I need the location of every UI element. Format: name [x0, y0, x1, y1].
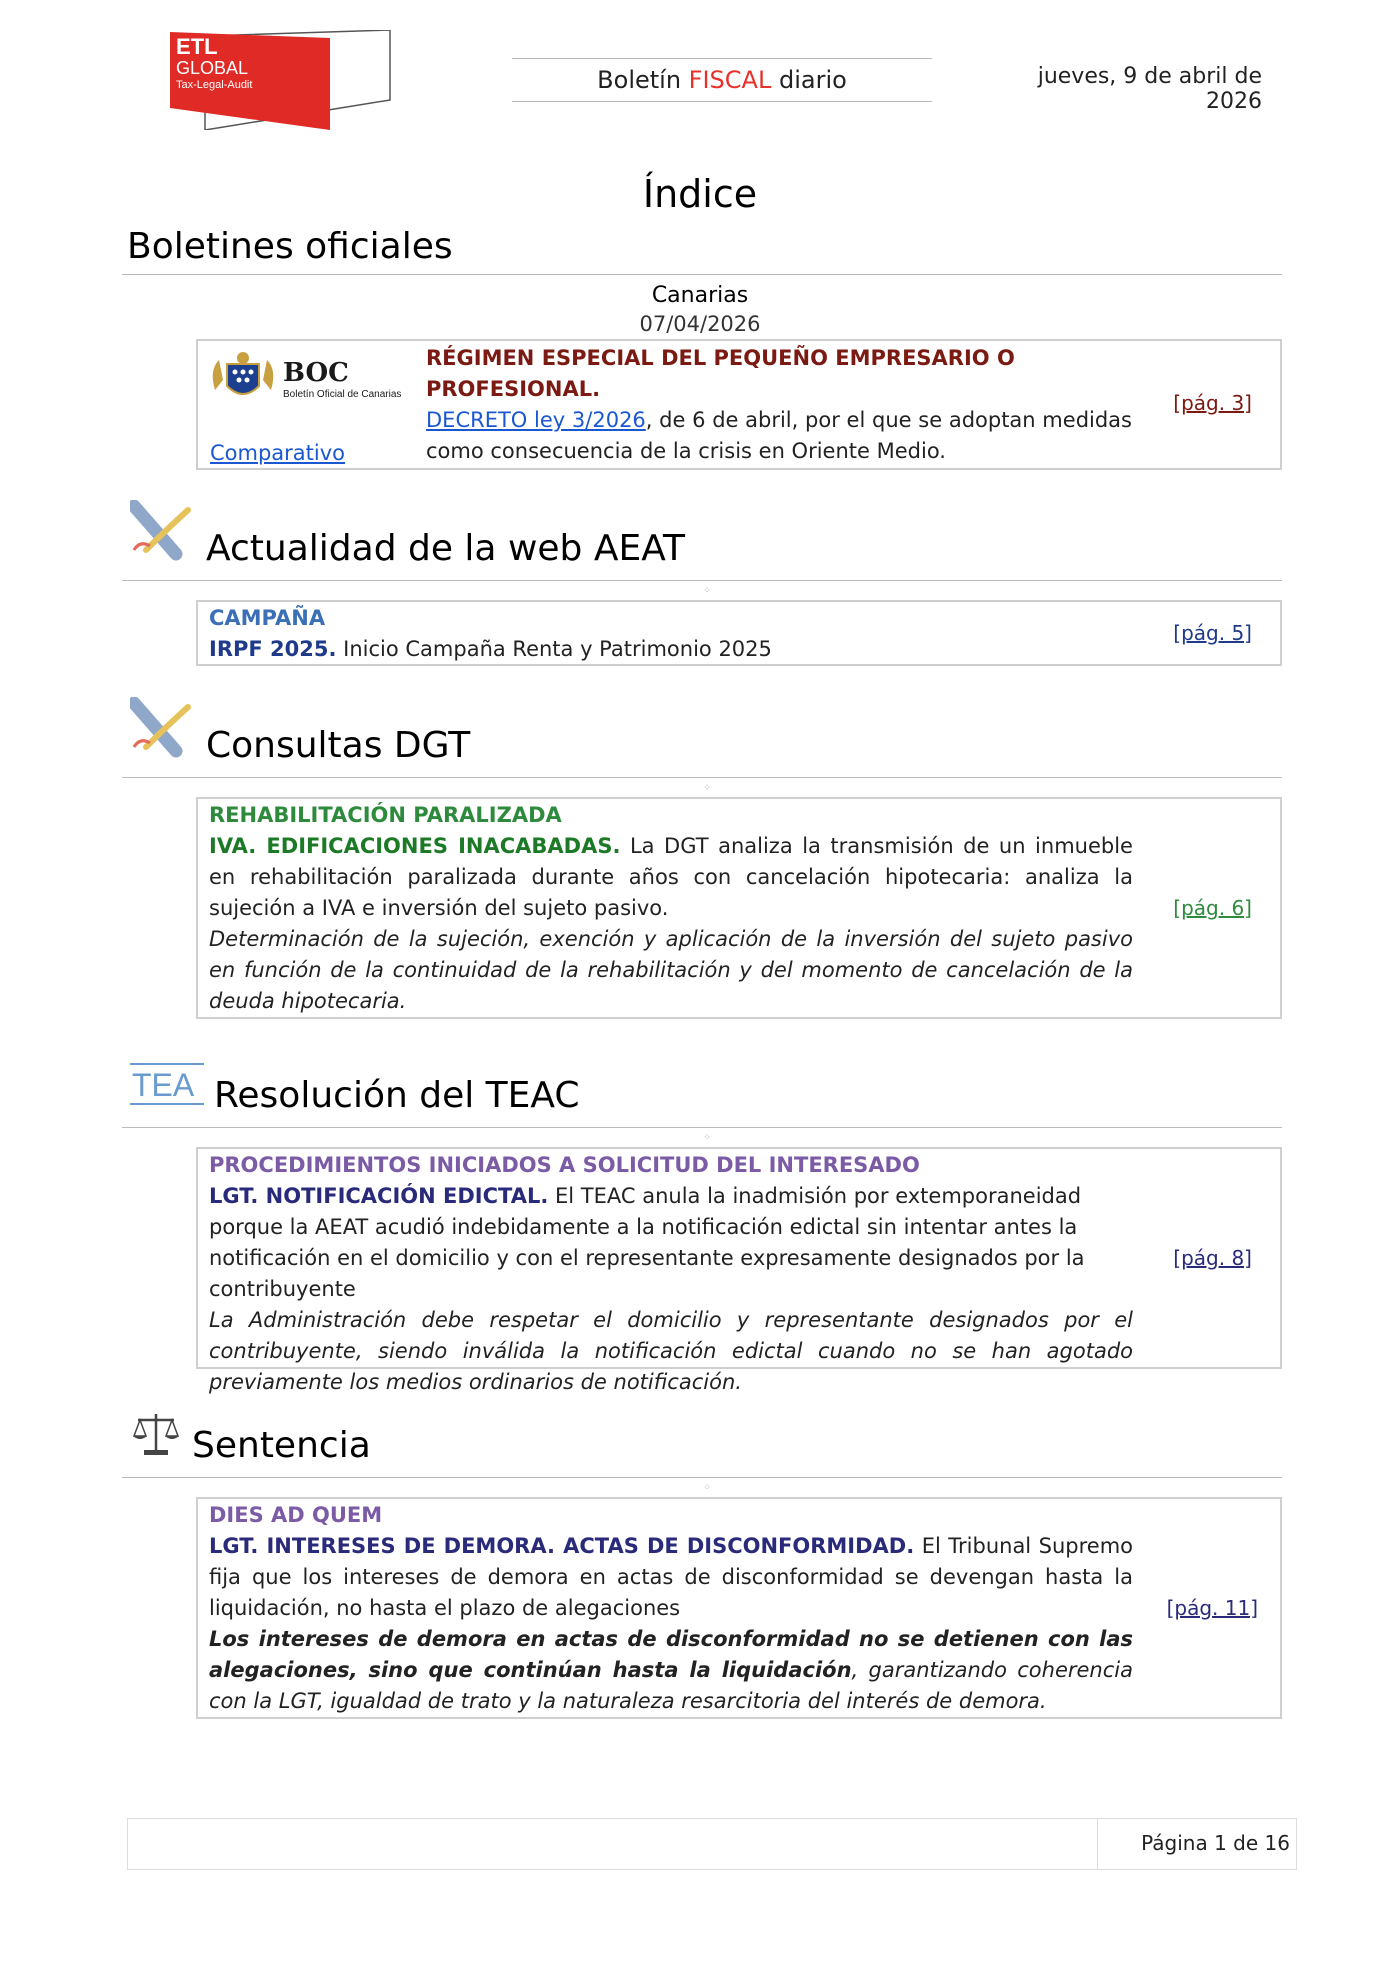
page-ref-link[interactable]: [pág. 5] — [1173, 621, 1252, 645]
anchor-marker: ⁘ — [703, 1483, 711, 1493]
region-label: Canarias — [651, 283, 749, 308]
svg-text:TEA: TEA — [132, 1067, 195, 1103]
coat-of-arms-icon — [209, 350, 409, 410]
aeat-logo-icon — [130, 500, 196, 562]
entry-text: LGT. INTERESES DE DEMORA. ACTAS DE DISCONFORMIDAD. El Tribunal Supremo fija que los intereses de demora en actas de disconformidad se devengan hasta la liquidación, no hasta el plazo de alegaciones — [209, 1534, 1133, 1620]
page-ref-link[interactable]: [pág. 8] — [1173, 1246, 1252, 1270]
footer-divider — [1097, 1818, 1098, 1870]
entry-category: PROCEDIMIENTOS INICIADOS A SOLICITUD DEL INTERESADO — [209, 1153, 920, 1177]
bulletin-date: jueves, 9 de abril de 2026 — [1037, 64, 1262, 114]
entry-summary: Los intereses de demora en actas de disconformidad no se detienen con las alegaciones, sino que continúan hasta la liquidación, garantizando coherencia con la LGT, igualdad de trato y la naturaleza resarcitoria del interés de demora. — [209, 1627, 1133, 1713]
anchor-marker: ⁘ — [703, 783, 711, 793]
anchor-marker: ⁘ — [703, 586, 711, 596]
section-heading-dgt: Consultas DGT — [206, 725, 471, 766]
svg-text:GLOBAL: GLOBAL — [176, 58, 249, 78]
entry-text: IVA. EDIFICACIONES INACABADAS. La DGT analiza la transmisión de un inmueble en rehabilitación paralizada durante años con cancelación hipotecaria: analiza la sujeción a IVA e inversión del sujeto pasivo. — [209, 834, 1133, 920]
entry-text: LGT. NOTIFICACIÓN EDICTAL. El TEAC anula la inadmisión por extemporaneidad porque la AEAT acudió indebidamente a la notificación edictal sin intentar antes la notificación en el domicilio y con el representante expresamente designados por la contribuyente — [209, 1184, 1085, 1301]
comparativo-link[interactable]: Comparativo — [210, 441, 346, 465]
section-heading-teac: Resolución del TEAC — [214, 1075, 580, 1116]
entry-category: CAMPAÑA — [209, 606, 326, 630]
bulletin-title: Boletín FISCAL diario — [512, 58, 932, 102]
teac-logo-icon — [130, 1062, 204, 1106]
section-heading-sentencia: Sentencia — [192, 1425, 371, 1466]
publication-date: 07/04/2026 — [639, 312, 761, 336]
entry-text: DECRETO ley 3/2026, de 6 de abril, por el que se adoptan medidas como consecuencia de la crisis en Oriente Medio. — [426, 408, 1132, 463]
section-heading-boletines: Boletines oficiales — [127, 226, 453, 267]
entry-summary: La Administración debe respetar el domicilio y representante designados por el contribuyente, siendo inválida la notificación edictal cuando no se han agotado previamente los medios ordinarios de notificación. — [209, 1308, 1133, 1394]
svg-text:ETL: ETL — [176, 34, 218, 59]
svg-text:Tax-Legal-Audit: Tax-Legal-Audit — [176, 79, 253, 91]
page-number: Página 1 de 16 — [1141, 1831, 1290, 1855]
entry-summary: Determinación de la sujeción, exención y aplicación de la inversión del sujeto pasivo en función de la continuidad de la rehabilitación y del momento de cancelación de la deuda hipotecaria. — [209, 927, 1133, 1013]
page-ref-link[interactable]: [pág. 6] — [1173, 896, 1252, 920]
page-ref-link[interactable]: [pág. 11] — [1166, 1596, 1258, 1620]
section-heading-aeat: Actualidad de la web AEAT — [206, 528, 686, 569]
decreto-link[interactable]: DECRETO ley 3/2026 — [426, 408, 646, 432]
scales-icon — [132, 1410, 180, 1458]
section-divider — [122, 777, 1282, 778]
svg-text:BOC: BOC — [283, 358, 349, 388]
section-divider — [122, 1477, 1282, 1478]
entry-text: IRPF 2025. Inicio Campaña Renta y Patrimonio 2025 — [209, 637, 772, 661]
anchor-marker: ⁘ — [703, 1133, 711, 1143]
boc-logo — [209, 350, 409, 410]
svg-text:Boletín Oficial de Canarias: Boletín Oficial de Canarias — [283, 389, 402, 400]
entry-title: RÉGIMEN ESPECIAL DEL PEQUEÑO EMPRESARIO O PROFESIONAL. — [426, 346, 1015, 401]
index-title: Índice — [642, 172, 758, 216]
section-divider — [122, 580, 1282, 581]
aeat-logo-icon — [130, 697, 196, 759]
section-divider — [122, 1127, 1282, 1128]
entry-category: DIES AD QUEM — [209, 1503, 383, 1527]
entry-category: REHABILITACIÓN PARALIZADA — [209, 803, 562, 827]
etl-global-logo — [170, 30, 400, 130]
page-ref-link[interactable]: [pág. 3] — [1173, 391, 1252, 415]
section-divider — [122, 274, 1282, 275]
